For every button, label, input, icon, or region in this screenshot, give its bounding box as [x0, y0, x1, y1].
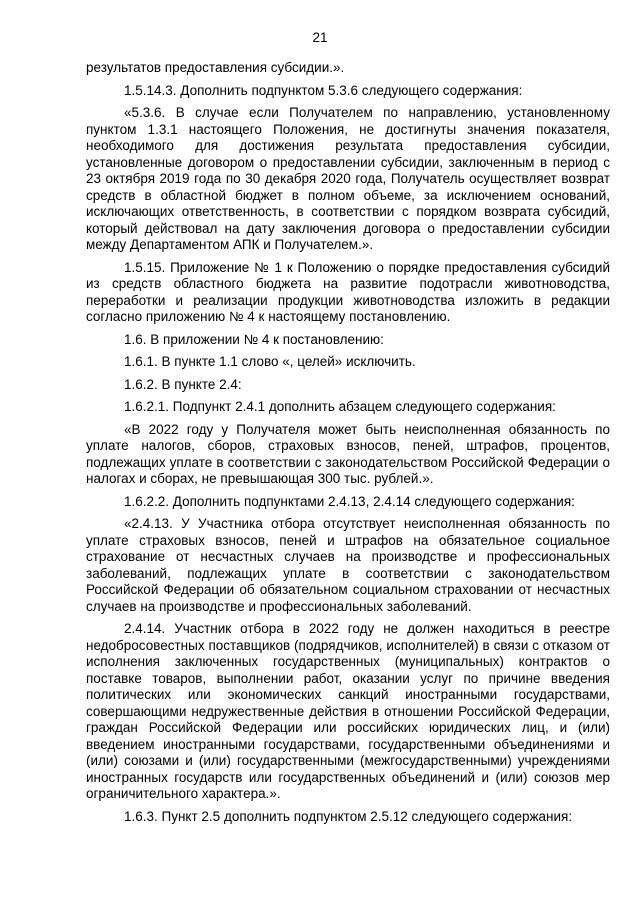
paragraph: 1.5.14.3. Дополнить подпунктом 5.3.6 следующего содержания: [124, 82, 523, 98]
paragraph: 1.6.2. В пункте 2.4: [124, 376, 242, 392]
paragraph: 1.6.3. Пункт 2.5 дополнить подпунктом 2.5.12 следующего содержания: [124, 808, 573, 824]
paragraph: «В 2022 году у Получателя может быть неисполненная обязанность по уплате налогов, сборов, страховых взносов, пеней, штрафов, процентов, подлежащих уплате в соответствии с законодательством Российской Федерации о налогах и сборах, не превышающая 300 тыс. рублей.». [86, 421, 610, 486]
paragraph: 1.5.15. Приложение № 1 к Положению о порядке предоставления субсидий из средств областного бюджета на развитие подотрасли животноводства, переработки и реализации продукции животноводства изложить в редакции согласно приложению № 4 к настоящему постановлению. [86, 259, 610, 324]
paragraph: 1.6.2.1. Подпункт 2.4.1 дополнить абзацем следующего содержания: [124, 399, 556, 414]
paragraph: 2.4.14. Участник отбора в 2022 году не должен находиться в реестре недобросовестных поставщиков (подрядчиков, исполнителей) в связи с отказом от исполнения заключенных государственных (муниципальных) контрактов о поставке товаров, выполнении работ, оказании услуг по причине введения политических или экономических санкций иностранными государствами, совершающими недружественные действия в отношении Российской Федерации, граждан Российской Федерации или российских юридических лиц, и (или) введением иностранными государствами, государственными объединениями и (или) союзами и (или) государственными (межгосударственными) учреждениями иностранных государств или государственных объединений и (или) союзов мер ограничительного характера.». [86, 621, 610, 801]
paragraph: результатов предоставления субсидии.». [86, 60, 345, 75]
paragraph: 1.6.2.2. Дополнить подпунктами 2.4.13, 2.4.14 следующего содержания: [124, 493, 575, 509]
paragraph: 1.6.1. В пункте 1.1 слово «, целей» исключить. [124, 354, 416, 369]
paragraph: 1.6. В приложении № 4 к постановлению: [124, 331, 384, 347]
paragraph: «5.3.6. В случае если Получателем по направлению, установленному пунктом 1.3.1 настоящего Положения, не достигнуты значения показателя, необходимого для достижения результата предоставления субсидии, установленные договором о предоставлении субсидии, заключенным в период с 23 октября 2019 года по 30 декабря 2020 года, Получатель осуществляет возврат средств в областной бюджет в полном объеме, за исключением оснований, исключающих ответственность, в соответствии с порядком возврата субсидий, который действовал на дату заключения договора о предоставлении субсидии между Департаментом АПК и Получателем.». [86, 105, 610, 252]
paragraph: «2.4.13. У Участника отбора отсутствует неисполненная обязанность по уплате страховых взносов, пеней и штрафов на обязательное социальное страхование от несчастных случаев на производстве и профессиональных заболеваний, подлежащих уплате в соответствии с законодательством Российской Федерации об обязательном социальном страховании от несчастных случаев на производстве и профессиональных заболеваний. [86, 516, 610, 614]
document-body [86, 60, 610, 825]
page-number: 21 [312, 30, 328, 45]
